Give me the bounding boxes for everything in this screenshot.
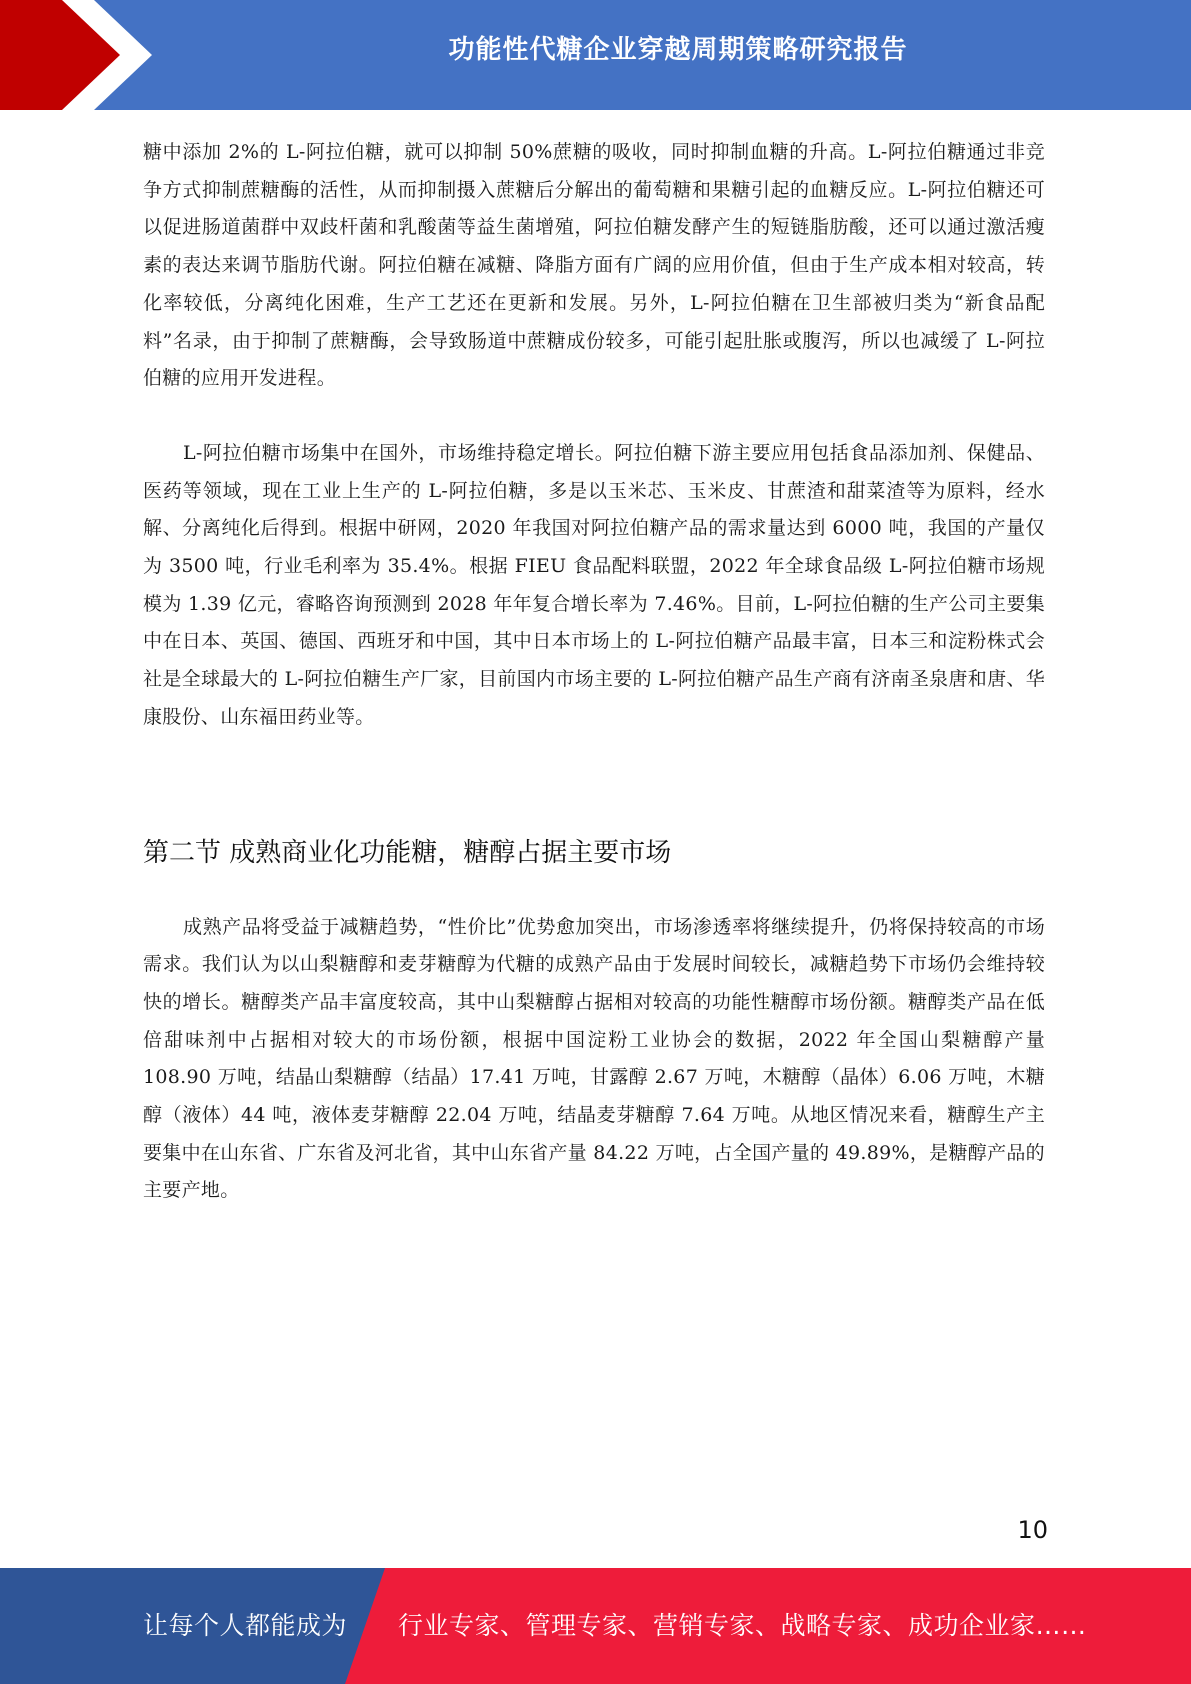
page-footer [0,1568,1191,1684]
paragraph-arabinose-market: L-阿拉伯糖市场集中在国外，市场维持稳定增长。阿拉伯糖下游主要应用包括食品添加剂、保健品、医药等领域，现在工业上生产的 L-阿拉伯糖，多是以玉米芯、玉米皮、甘蔗渣和甜菜渣等为原料，经水解、分离纯化后得到。根据中研网，2020 年我国对阿拉伯糖产品的需求量达到 6000 吨，我国的产量仅为 3500 吨，行业毛利率为 35.4%。根据 FIEU 食品配料联盟，2022 年全球食品级 L-阿拉伯糖市场规模为 1.39 亿元，睿略咨询预测到 2028 年年复合增长率为 7.46%。目前，L-阿拉伯糖的生产公司主要集中在日本、英国、德国、西班牙和中国，其中日本市场上的 L-阿拉伯糖产品最丰富，日本三和淀粉株式会社是全球最大的 L-阿拉伯糖生产厂家，目前国内市场主要的 L-阿拉伯糖产品生产商有济南圣泉唐和唐、华康股份、山东福田药业等。 [143,441,1045,728]
page-number: 10 [1017,1516,1048,1544]
paragraph-sugar-alcohol-market: 成熟产品将受益于减糖趋势，“性价比”优势愈加突出，市场渗透率将继续提升，仍将保持较高的市场需求。我们认为以山梨糖醇和麦芽糖醇为代糖的成熟产品由于发展时间较长，减糖趋势下市场仍会维持较快的增长。糖醇类产品丰富度较高，其中山梨糖醇占据相对较高的功能性糖醇市场份额。糖醇类产品在低倍甜味剂中占据相对较大的市场份额，根据中国淀粉工业协会的数据，2022 年全国山梨糖醇产量 108.90 万吨，结晶山梨糖醇（结晶）17.41 万吨，甘露醇 2.67 万吨，木糖醇（晶体）6.06 万吨，木糖醇（液体）44 吨，液体麦芽糖醇 22.04 万吨，结晶麦芽糖醇 7.64 万吨。从地区情况来看，糖醇生产主要集中在山东省、广东省及河北省，其中山东省产量 84.22 万吨，占全国产量的 49.89%，是糖醇产品的主要产地。 [143,915,1045,1202]
paragraph-arabinose-function: 糖中添加 2%的 L-阿拉伯糖，就可以抑制 50%蔗糖的吸收，同时抑制血糖的升高。L-阿拉伯糖通过非竞争方式抑制蔗糖酶的活性，从而抑制摄入蔗糖后分解出的葡萄糖和果糖引起的血糖反应。L-阿拉伯糖还可以促进肠道菌群中双歧杆菌和乳酸菌等益生菌增殖，阿拉伯糖发酵产生的短链脂肪酸，还可以通过激活瘦素的表达来调节脂肪代谢。阿拉伯糖在减糖、降脂方面有广阔的应用价值，但由于生产成本相对较高，转化率较低，分离纯化困难，生产工艺还在更新和发展。另外，L-阿拉伯糖在卫生部被归类为“新食品配料”名录，由于抑制了蔗糖酶，会导致肠道中蔗糖成份较多，可能引起肚胀或腹泻，所以也减缓了 L-阿拉伯糖的应用开发进程。 [143,141,1045,390]
section-title: 第二节 成熟商业化功能糖，糖醇占据主要市场 [143,837,672,868]
main-content [143,134,1045,1210]
footer-slogan-right: 行业专家、管理专家、营销专家、战略专家、成功企业家…… [398,1611,1087,1640]
report-title: 功能性代糖企业穿越周期策略研究报告 [448,35,908,65]
page-header [0,0,1191,110]
footer-slogan-left: 让每个人都能成为 [143,1611,348,1640]
